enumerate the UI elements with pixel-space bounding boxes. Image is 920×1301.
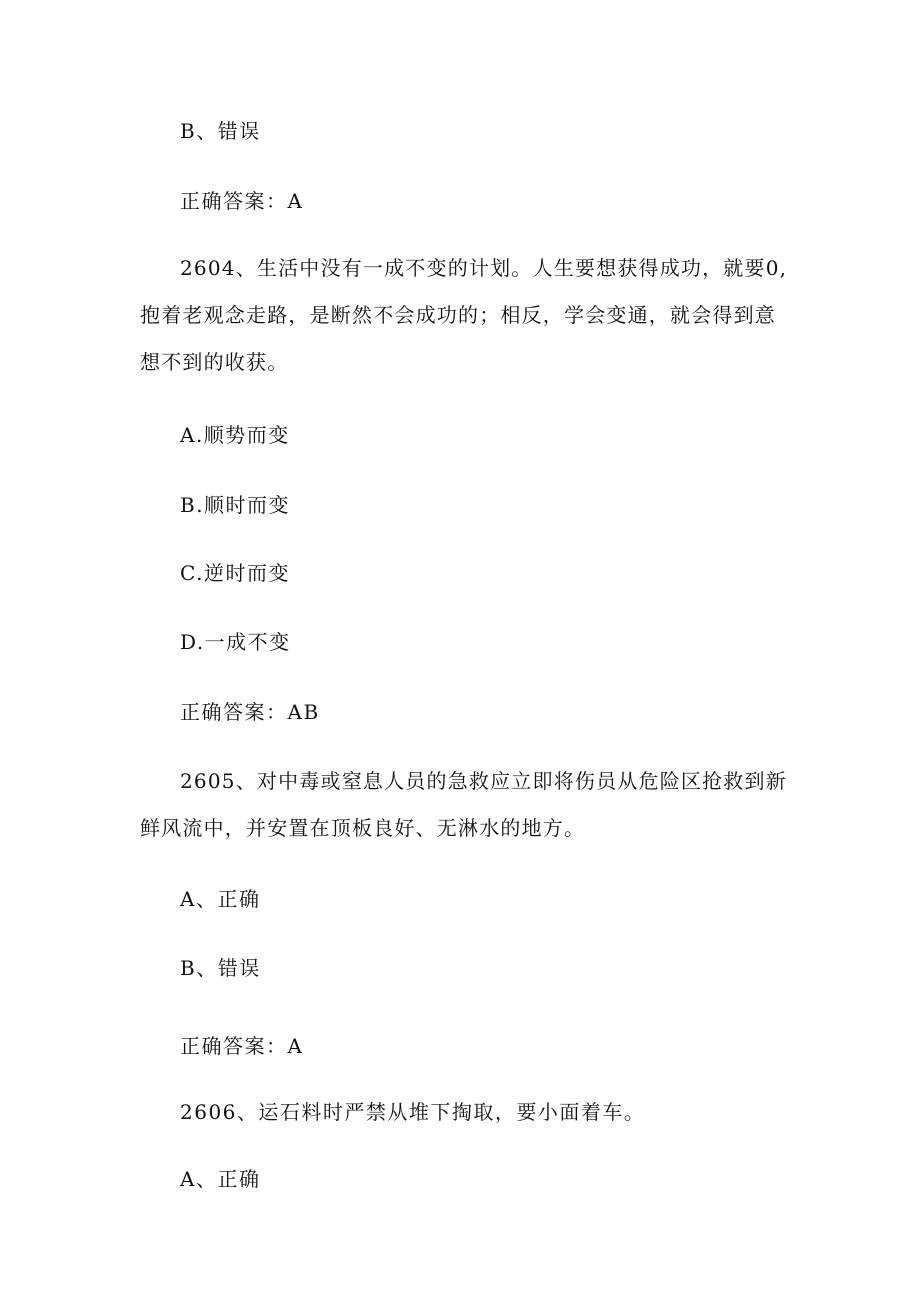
option-b-prev-question: B、错误	[180, 119, 261, 143]
question-2604-option-a: A.顺势而变	[180, 423, 290, 447]
question-2604-option-c: C.逆时而变	[180, 561, 290, 585]
question-2605-option-b: B、错误	[180, 956, 261, 980]
question-2604-answer: 正确答案：AB	[180, 700, 320, 724]
question-2606-text: 2606、运石料时严禁从堆下掏取，要小面着车。	[180, 1100, 646, 1124]
question-2604-text: 2604、生活中没有一成不变的计划。人生要想获得成功，就要0,抱着老观念走路，是断然不会成功的；相反，学会变通，就会得到意想不到的收获。	[140, 256, 788, 374]
question-2604-option-b: B.顺时而变	[180, 493, 291, 517]
answer-prev-question: 正确答案：A	[180, 189, 304, 213]
question-2604-option-d: D.一成不变	[180, 630, 291, 654]
question-2606-option-a: A、正确	[180, 1167, 261, 1191]
question-2605-option-a: A、正确	[180, 887, 261, 911]
question-2605-text: 2605、对中毒或窒息人员的急救应立即将伤员从危险区抢救到新鲜风流中，并安置在顶板良好、无淋水的地方。	[140, 769, 787, 840]
question-2605-answer: 正确答案：A	[180, 1034, 304, 1058]
